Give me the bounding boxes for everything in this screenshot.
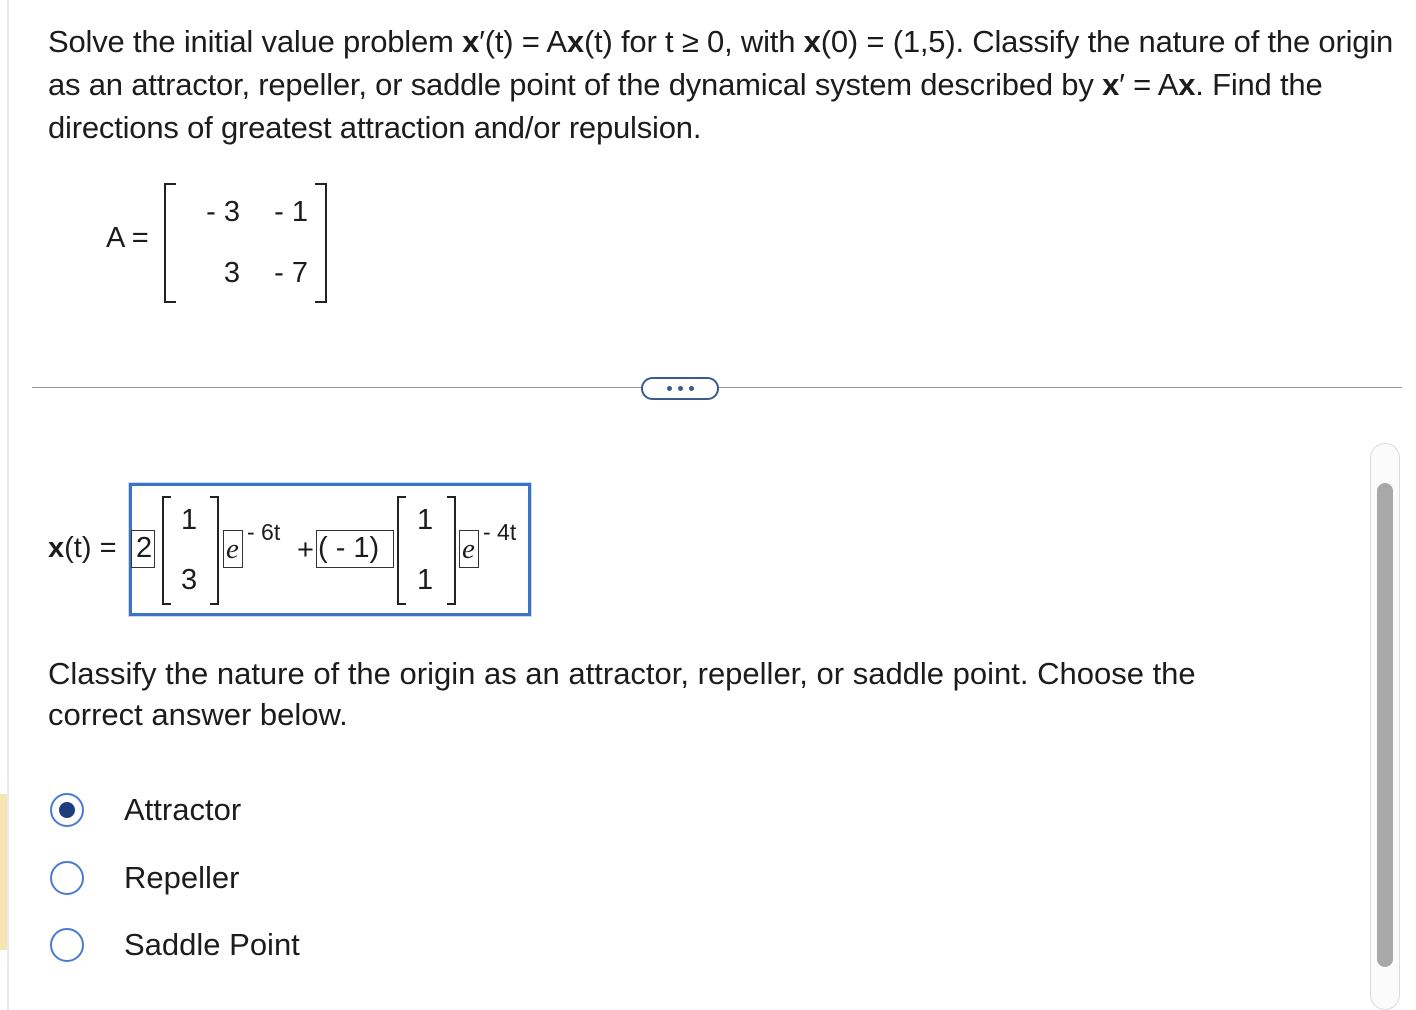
dot-icon xyxy=(678,386,683,391)
scrollbar-thumb[interactable] xyxy=(1377,483,1393,967)
option-label: Saddle Point xyxy=(124,927,300,962)
exponent1: - 6t xyxy=(247,519,281,545)
classify-prompt: Classify the nature of the origin as an attractor, repeller, or saddle point. Choose the correct answer below. xyxy=(48,656,1196,732)
left-edge-tab xyxy=(0,794,7,950)
option-attractor[interactable] xyxy=(50,790,242,830)
left-edge-rule xyxy=(7,0,9,1010)
vector2-bottom: 1 xyxy=(417,564,434,596)
radio-icon[interactable] xyxy=(50,861,84,895)
exponent2: - 4t xyxy=(483,519,517,545)
option-repeller[interactable] xyxy=(50,858,240,898)
plus-sign: + xyxy=(297,534,314,566)
matrix-a-right-bracket xyxy=(315,183,327,303)
e2: e xyxy=(462,533,475,565)
coef2-value: ( - 1) xyxy=(318,532,380,564)
e1: e xyxy=(226,533,239,565)
matrix-a-r2c2: - 7 xyxy=(274,257,308,289)
radio-selected-icon[interactable] xyxy=(50,793,84,827)
matrix-a-left-bracket xyxy=(164,183,176,303)
matrix-a-r1c2: - 1 xyxy=(274,196,308,228)
vector2-right-bracket xyxy=(447,496,456,605)
radio-icon[interactable] xyxy=(50,928,84,962)
vector1-top: 1 xyxy=(181,504,198,536)
dot-icon xyxy=(667,386,672,391)
solution-lhs: x(t) = xyxy=(48,532,117,564)
vector2-left-bracket xyxy=(397,496,406,605)
question-text: Solve the initial value problem x′(t) = Ax(t) for t ≥ 0, with x(0) = (1,5). Classify the nature of the origin as an attractor, repeller, or saddle point of the dynamical system described by x′ = Ax. Find the directions of greatest attraction and/or repulsion. xyxy=(48,24,1394,145)
dot-icon xyxy=(689,386,694,391)
coef1-value: 2 xyxy=(136,532,153,564)
vector1-left-bracket xyxy=(162,496,171,605)
vector1-right-bracket xyxy=(210,496,219,605)
vector2-top: 1 xyxy=(417,504,434,536)
option-label: Attractor xyxy=(124,792,242,827)
matrix-a-r2c1: 3 xyxy=(223,257,240,289)
matrix-a-label: A = xyxy=(106,222,149,254)
vector1-bottom: 3 xyxy=(181,564,198,596)
option-label: Repeller xyxy=(124,860,240,895)
more-options-button[interactable] xyxy=(641,377,719,400)
matrix-a-r1c1: - 3 xyxy=(206,196,240,228)
option-saddle-point[interactable] xyxy=(50,925,300,965)
